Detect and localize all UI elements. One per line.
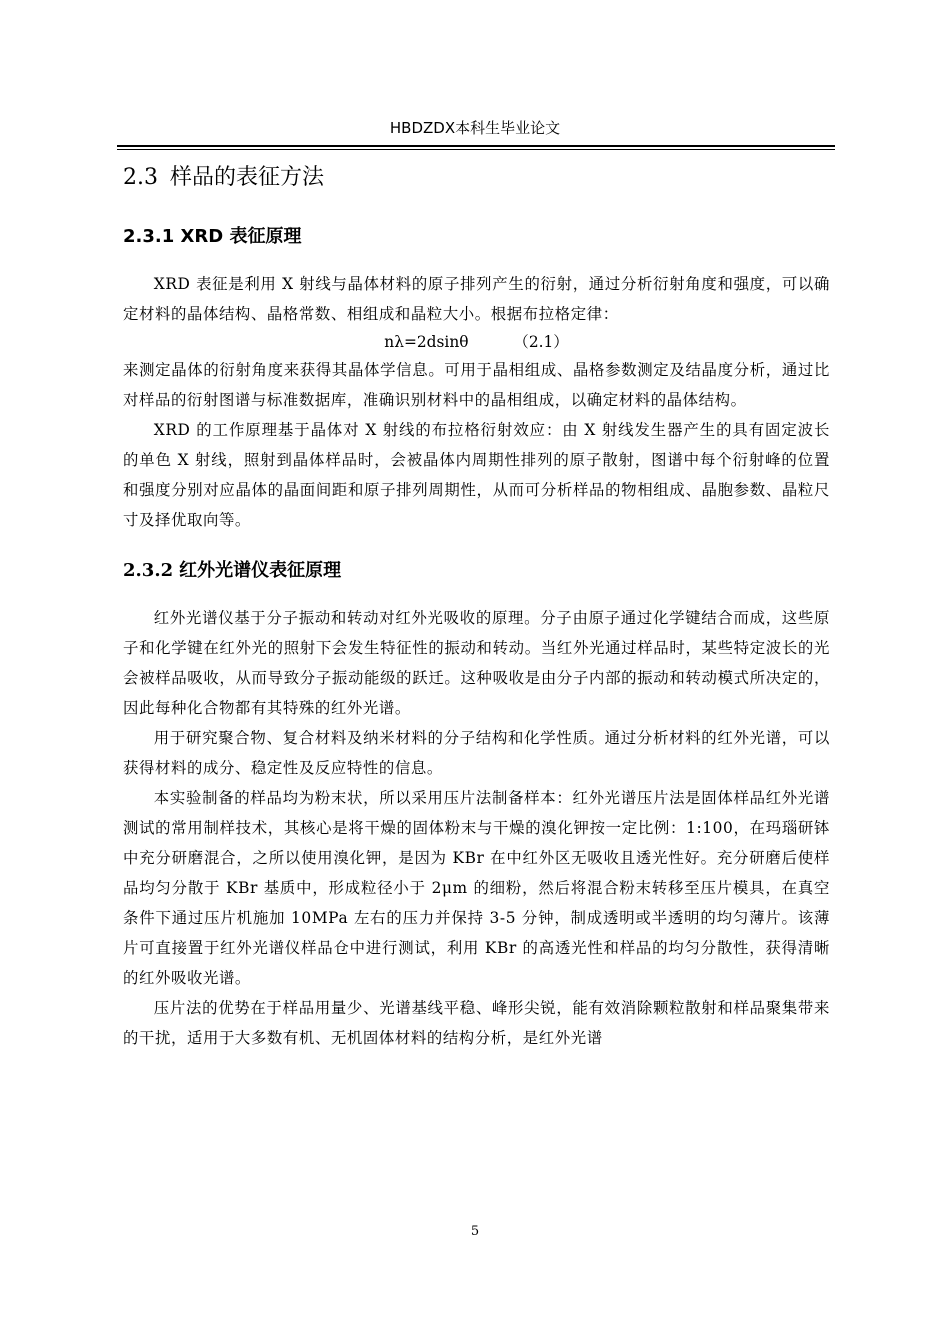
section-title: 样品的表征方法 bbox=[170, 165, 325, 190]
equation-body: nλ=2dsinθ bbox=[384, 333, 469, 351]
subsection-title: 红外光谱仪表征原理 bbox=[179, 560, 342, 581]
equation-number: （2.1） bbox=[513, 333, 569, 351]
paragraph: XRD 表征是利用 X 射线与晶体材料的原子排列产生的衍射，通过分析衍射角度和强度，可以确定材料的晶体结构、晶格常数、相组成和晶粒大小。根据布拉格定律： bbox=[123, 275, 830, 323]
section-number: 2.3 bbox=[123, 165, 158, 190]
subsection-heading-xrd: 2.3.1 XRD 表征原理 bbox=[123, 226, 302, 247]
paragraph: 来测定晶体的衍射角度来获得其晶体学信息。可用于晶相组成、晶格参数测定及结晶度分析，通过比对样品的衍射图谱与标准数据库，准确识别材料中的晶相组成，以确定材料的晶体结构。 bbox=[123, 361, 830, 409]
running-header: HBDZDX本科生毕业论文 bbox=[389, 119, 561, 137]
subsection-heading-ir bbox=[123, 553, 830, 589]
subsection-number: 2.3.2 bbox=[123, 560, 174, 581]
page-number: 5 bbox=[470, 1224, 480, 1239]
paragraph: 压片法的优势在于样品用量少、光谱基线平稳、峰形尖锐，能有效消除颗粒散射和样品聚集带来的干扰，适用于大多数有机、无机固体材料的结构分析，是红外光谱 bbox=[123, 999, 830, 1047]
equation bbox=[123, 327, 830, 357]
paragraph: 红外光谱仪基于分子振动和转动对红外光吸收的原理。分子由原子通过化学键结合而成，这些原子和化学键在红外光的照射下会发生特征性的振动和转动。当红外光通过样品时，某些特定波长的光会被样品吸收，从而导致分子振动能级的跃迁。这种吸收是由分子内部的振动和转动模式所决定的，因此每种化合物都有其特殊的红外光谱。 bbox=[123, 609, 830, 717]
header-rule bbox=[117, 145, 835, 150]
paragraph: 用于研究聚合物、复合材料及纳米材料的分子结构和化学性质。通过分析材料的红外光谱，可以获得材料的成分、稳定性及反应特性的信息。 bbox=[123, 729, 830, 777]
paragraph: XRD 的工作原理基于晶体对 X 射线的布拉格衍射效应：由 X 射线发生器产生的具有固定波长的单色 X 射线，照射到晶体样品时，会被晶体内周期性排列的原子散射，图谱中每个衍射峰的位置和强度分别对应晶体的晶面间距和原子排列周期性，从而可分析样品的物相组成、晶胞参数、晶粒尺寸及择优取向等。 bbox=[123, 421, 830, 529]
paragraph: 本实验制备的样品均为粉末状，所以采用压片法制备样本：红外光谱压片法是固体样品红外光谱测试的常用制样技术，其核心是将干燥的固体粉末与干燥的溴化钾按一定比例：1:100，在玛瑙研钵中充分研磨混合，之所以使用溴化钾，是因为 KBr 在中红外区无吸收且透光性好。充分研磨后使样品均匀分散于 KBr 基质中，形成粒径小于 2μm 的细粉，然后将混合粉末转移至压片模具，在真空条件下通过压片机施加 10MPa 左右的压力并保持 3-5 分钟，制成透明或半透明的均匀薄片。该薄片可直接置于红外光谱仪样品仓中进行测试，利用 KBr 的高透光性和样品的均匀分散性，获得清晰的红外吸收光谱。 bbox=[123, 789, 830, 987]
page-body bbox=[123, 155, 830, 1053]
section-heading bbox=[123, 155, 830, 201]
